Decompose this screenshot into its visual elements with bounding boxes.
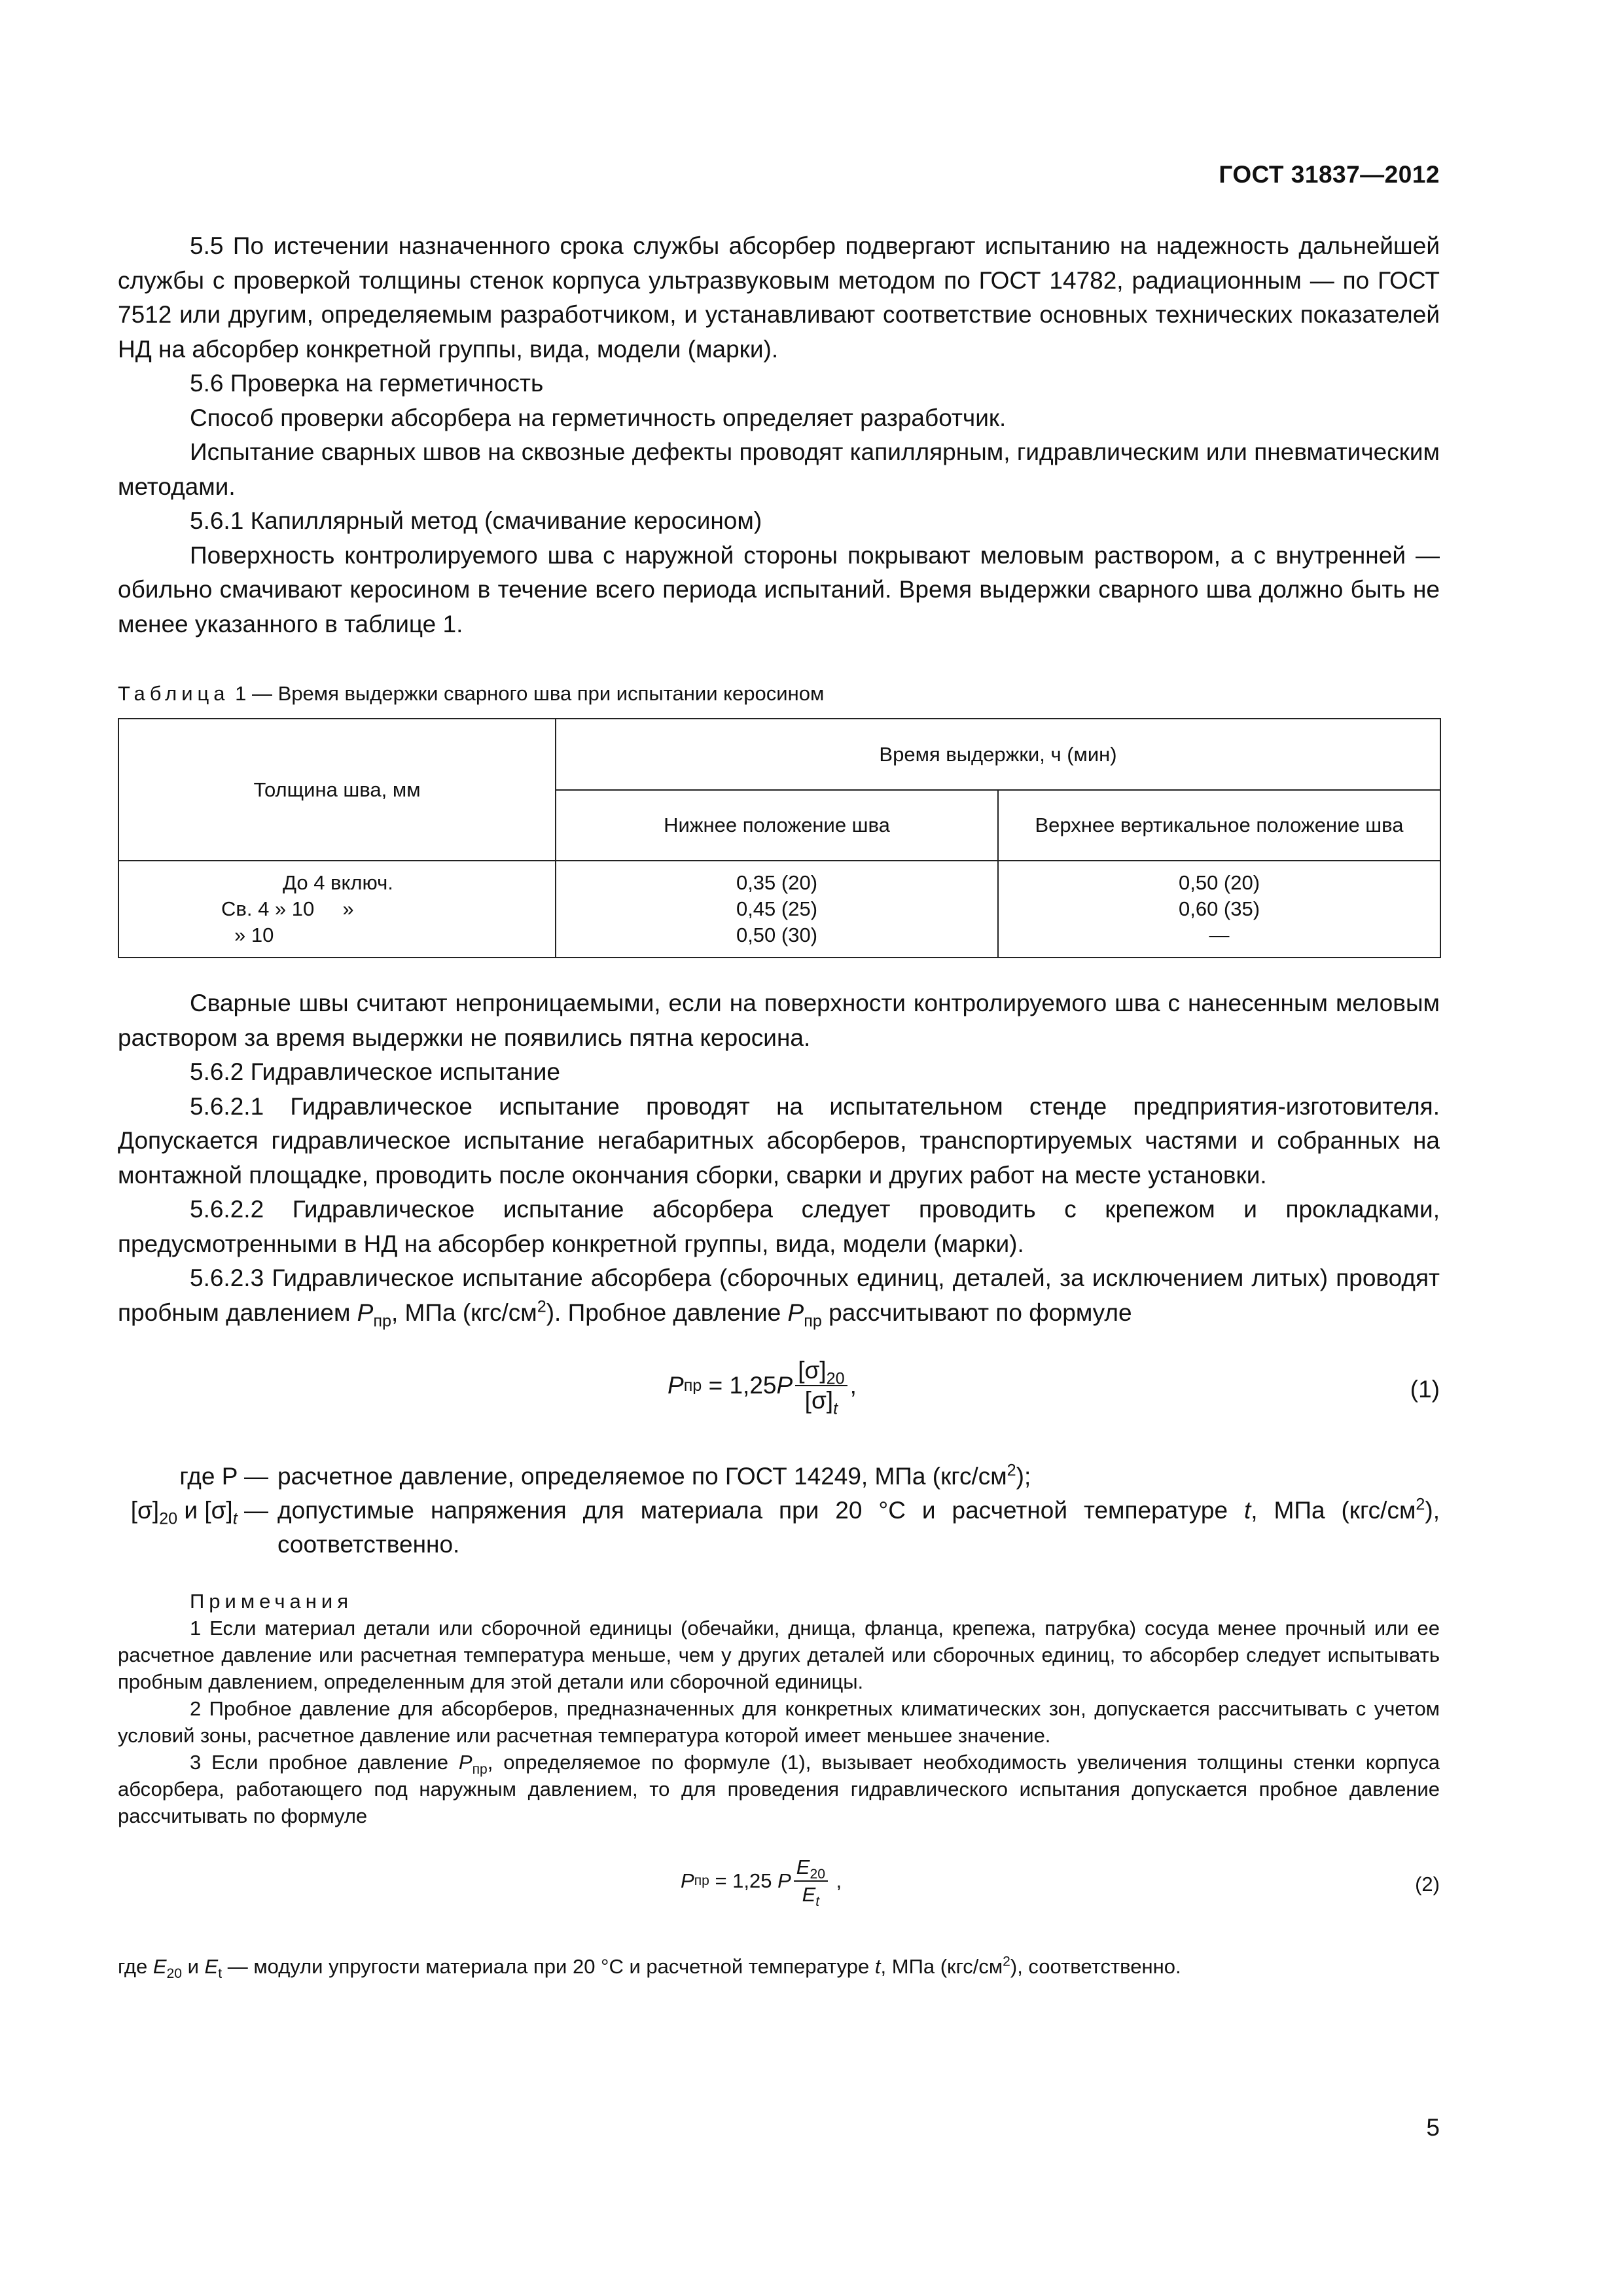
legend-row	[118, 1460, 1440, 1494]
table-cell: 0,45 (25)	[736, 897, 818, 920]
page-number: 5	[1426, 2114, 1440, 2141]
table-cell: 0,35 (20)	[736, 871, 818, 894]
subscript-t: t	[232, 1509, 238, 1528]
formula-1-number: (1)	[1410, 1376, 1440, 1403]
text-run: — модули упругости материала при 20 °С и расчетной температуре	[222, 1955, 875, 1978]
formula-1-fraction	[795, 1356, 847, 1418]
table-header-time: Время выдержки, ч (мин)	[556, 719, 1440, 790]
table-caption-text: 1 — Время выдержки сварного шва при испытании керосином	[229, 682, 825, 705]
document-code: ГОСТ 31837—2012	[1219, 161, 1440, 188]
paragraph-after-table: Сварные швы считают непроницаемыми, если на поверхности контролируемого шва с нанесенным меловым раствором за время выдержки не появились пятна керосина.	[118, 990, 1440, 1051]
symbol-p: P	[458, 1751, 473, 1774]
paragraph-5-5: 5.5 По истечении назначенного срока службы абсорбер подвергают испытанию на надежность дальнейшей службы с проверкой толщины стенок корпуса ультразвуковым методом по ГОСТ 14782, радиационным — по ГОСТ 7512 или другим, определяемым разработчиком, и устанавливают соответствие основных технических показателей НД на абсорбер конкретной группы, вида, модели (марки).	[118, 232, 1440, 363]
text-run: допустимые напряжения для материала при 20 °С и расчетной температуре	[277, 1497, 1245, 1524]
legend-term: где P —	[179, 1463, 268, 1490]
subscript-pr: пр	[373, 1311, 391, 1330]
symbol-p: P	[776, 1372, 793, 1399]
table-row: » 10	[234, 924, 274, 946]
subscript-20: 20	[810, 1867, 825, 1882]
formula-2-coef: = 1,25	[709, 1869, 778, 1892]
formula-1-expression: P пр = 1,25 P $\frac{[\sigma]_{20}}{[\sigma]_t}$ ,	[668, 1357, 857, 1418]
table-cell: —	[1209, 924, 1230, 946]
note-2: 2 Пробное давление для абсорберов, предназначенных для конкретных климатических зон, допускается рассчитывать с учетом условий зоны, расчетное давление или расчетная температура которой имеет меньшее значение.	[118, 1697, 1440, 1747]
symbol-t: t	[1244, 1497, 1251, 1524]
table-cell: 0,50 (20)	[1178, 871, 1260, 894]
superscript-2: 2	[537, 1297, 546, 1316]
notes	[118, 1588, 1440, 1829]
text-run: 5.6.2.3 Гидравлическое испытание абсорбера (сборочных единиц, деталей, за исключением литых) проводят пробным давлением	[118, 1265, 1440, 1326]
table-cell: 0,50 (30)	[736, 924, 818, 946]
subscript-pr: пр	[804, 1311, 822, 1330]
text-run: , определяемое по формуле (1), вызывает необходимость увеличения толщины стенки корпуса абсорбера, работающего под наружным давлением, то для проведения гидравлического испытания допускается пробное давление рассчитывать по формуле	[118, 1751, 1440, 1827]
paragraph-5-6-a: Способ проверки абсорбера на герметичность определяет разработчик.	[190, 404, 1007, 431]
sigma: [σ]	[798, 1357, 827, 1384]
formula-1	[118, 1350, 1440, 1433]
formula-2-legend	[118, 1954, 1440, 1980]
paragraph-5-6-2-3	[118, 1261, 1440, 1330]
text-run: ), соответственно.	[277, 1497, 1440, 1558]
document-page	[118, 0, 1440, 2296]
superscript-2: 2	[1003, 1954, 1010, 1969]
fraction-denominator	[802, 1386, 840, 1418]
formula-1-coef: = 1,25	[702, 1372, 777, 1399]
legend-definition	[277, 1494, 1440, 1562]
symbol-e: E	[802, 1883, 816, 1906]
text-run: и	[182, 1955, 205, 1978]
text-run: , МПа (кгс/см	[880, 1955, 1003, 1978]
subscript-pr: пр	[472, 1762, 488, 1778]
paragraph-5-6-2-2: 5.6.2.2 Гидравлическое испытание абсорбера следует проводить с крепежом и прокладками, предусмотренными в НД на абсорбер конкретной группы, вида, модели (марки).	[118, 1196, 1440, 1257]
text-run: ), соответственно.	[1010, 1955, 1181, 1978]
subscript-t: t	[833, 1399, 838, 1418]
superscript-2: 2	[1416, 1495, 1425, 1514]
formula-2-fraction	[794, 1854, 828, 1908]
text-run: , МПа (кгс/см	[391, 1299, 537, 1326]
text-run: );	[1016, 1463, 1031, 1490]
table-header-upper: Верхнее вертикальное положение шва	[998, 790, 1440, 861]
table-header-thickness: Толщина шва, мм	[118, 719, 556, 861]
fraction-denominator	[800, 1882, 823, 1908]
symbol-p: P	[787, 1299, 804, 1326]
note-3	[118, 1749, 1440, 1829]
table-upper-cell	[998, 861, 1440, 958]
legend-definition	[277, 1460, 1440, 1494]
subscript-t: t	[815, 1894, 820, 1910]
text-run: —	[237, 1497, 268, 1524]
subscript-20: 20	[159, 1509, 178, 1528]
table-lower-cell	[556, 861, 998, 958]
text-run: рассчитывают по формуле	[821, 1299, 1132, 1326]
paragraph-5-6-b: Испытание сварных швов на сквозные дефекты проводят капиллярным, гидравлическим или пневматическим методами.	[118, 439, 1440, 500]
text-run: и	[177, 1497, 205, 1524]
sigma: [σ]	[804, 1387, 834, 1414]
table-row: До 4 включ.	[283, 871, 393, 894]
document-body	[118, 229, 1440, 1980]
formula-1-comma: ,	[849, 1372, 857, 1399]
symbol-e: E	[152, 1955, 167, 1978]
table-header-lower: Нижнее положение шва	[556, 790, 998, 861]
heading-5-6-2: 5.6.2 Гидравлическое испытание	[190, 1058, 560, 1085]
heading-5-6: 5.6 Проверка на герметичность	[190, 370, 544, 397]
table-caption	[118, 681, 1440, 706]
sigma: [σ]	[130, 1497, 160, 1524]
note-1: 1 Если материал детали или сборочной единицы (обечайки, днища, фланца, крепежа, патрубка) сосуда менее прочный или ее расчетное давление или расчетная температура меньше, чем у других деталей или сборочных единиц, то абсорбер следует испытывать пробным давлением, определенным для этой детали или сборочной единицы.	[118, 1617, 1440, 1693]
table-row: Св. 4 » 10 »	[221, 897, 354, 920]
text-run: 3 Если пробное давление	[190, 1751, 459, 1774]
table-1	[118, 718, 1441, 958]
text-run: где	[118, 1955, 153, 1978]
subscript-20: 20	[826, 1369, 845, 1388]
subscript-t: t	[218, 1966, 223, 1982]
notes-title: Примечания	[190, 1590, 353, 1613]
symbol-p: P	[777, 1869, 791, 1892]
legend-term	[118, 1494, 277, 1562]
symbol-p: P	[357, 1299, 374, 1326]
table-thickness-cell	[118, 861, 556, 958]
text-run: ). Пробное давление	[546, 1299, 788, 1326]
table-caption-label: Таблица	[118, 682, 230, 705]
heading-5-6-1: 5.6.1 Капиллярный метод (смачивание керосином)	[190, 507, 762, 534]
symbol-p: P	[668, 1372, 684, 1399]
formula-2-expression: P пр = 1,25 P $\frac{E_{20}}{E_t}$ ,	[681, 1856, 842, 1910]
superscript-2: 2	[1007, 1461, 1016, 1480]
formula-2-comma: ,	[830, 1869, 842, 1892]
text-run: , МПа (кгс/см	[1251, 1497, 1416, 1524]
formula-2	[118, 1848, 1440, 1933]
symbol-e: E	[204, 1955, 219, 1978]
paragraph-5-6-1-a: Поверхность контролируемого шва с наружной стороны покрывают меловым раствором, а с внутренней — обильно смачивают керосином в течение всего периода испытаний. Время выдержки сварного шва должно быть не менее указанного в таблице 1.	[118, 541, 1440, 637]
fraction-numerator	[794, 1854, 828, 1882]
fraction-numerator	[795, 1356, 847, 1386]
legend-row	[118, 1494, 1440, 1562]
subscript-20: 20	[166, 1966, 182, 1982]
text-run: расчетное давление, определяемое по ГОСТ 14249, МПа (кгс/см	[277, 1463, 1007, 1490]
symbol-p: P	[681, 1869, 694, 1892]
sigma: [σ]	[204, 1497, 233, 1524]
formula-2-number: (2)	[1415, 1873, 1440, 1895]
paragraph-5-6-2-1: 5.6.2.1 Гидравлическое испытание проводят на испытательном стенде предприятия-изготовителя. Допускается гидравлическое испытание негабаритных абсорберов, транспортируемых частями и собранных на монтажной площадке, проводить после окончания сборки, сварки и других работ на месте установки.	[118, 1092, 1440, 1189]
formula-1-legend	[118, 1460, 1440, 1562]
table-cell: 0,60 (35)	[1178, 897, 1260, 920]
symbol-t: t	[874, 1955, 881, 1978]
symbol-e: E	[796, 1856, 810, 1878]
